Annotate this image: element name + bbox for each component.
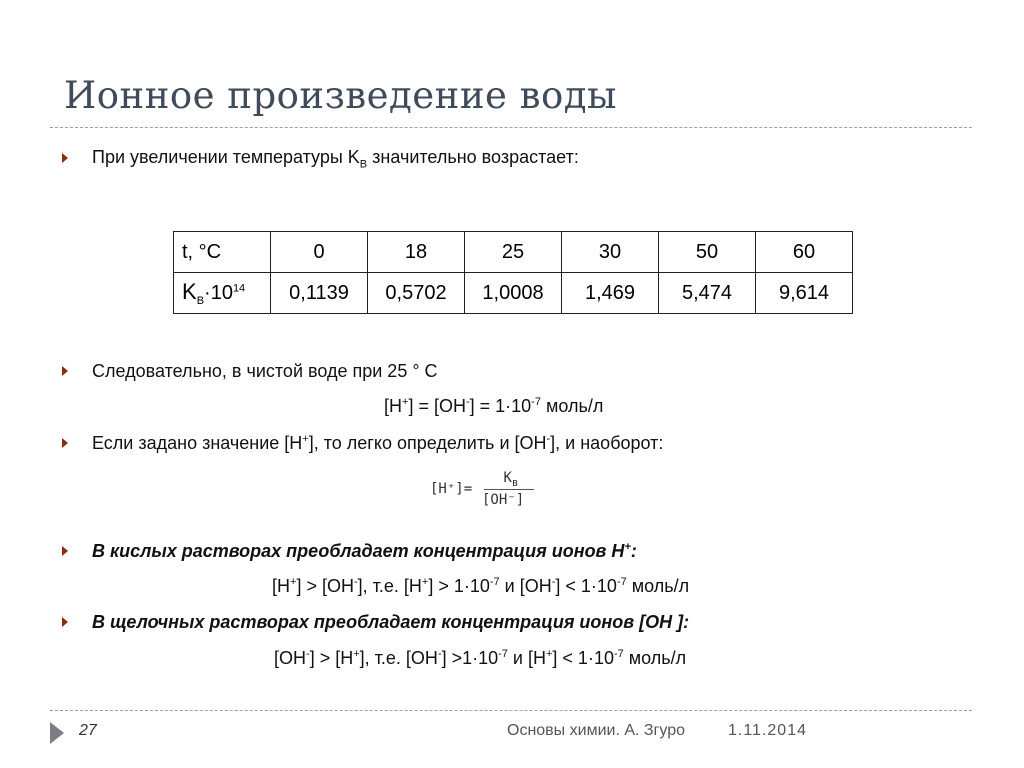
page-number: 27 — [79, 722, 97, 739]
fraction-bar — [484, 489, 534, 490]
equation-pure-water: $[H^+] = [OH^-] = 1\cdot 10^{-7}$ моль/л — [384, 396, 604, 416]
bullet-given-value: Если задано значение [H+], то легко определить и [OH-], и наоборот: — [92, 433, 664, 453]
table-cell: 9,614 — [756, 273, 853, 314]
bullet-alkaline: В щелочных растворах преобладает концентрация ионов [OH ]: — [92, 612, 690, 632]
footer-divider — [50, 710, 972, 711]
table-cell: 0,5702 — [368, 273, 465, 314]
bullet-icon — [62, 546, 68, 556]
table-cell: 18 — [368, 232, 465, 273]
bullet-icon — [62, 438, 68, 448]
bullet-icon — [62, 617, 68, 627]
table-cell: 50 — [659, 232, 756, 273]
table-row-temperature — [174, 232, 853, 273]
table-header-temperature: t, °C — [174, 232, 271, 273]
table-cell: 0 — [271, 232, 368, 273]
slide-title: Ионное произведение воды — [64, 74, 617, 117]
table-row-kw — [174, 273, 853, 314]
table-cell: 5,474 — [659, 273, 756, 314]
footer-course-title: Основы химии. А. Згуро — [507, 722, 686, 739]
play-arrow-icon — [50, 722, 64, 744]
table-cell: 0,1139 — [271, 273, 368, 314]
table-cell: 25 — [465, 232, 562, 273]
bullet-pure-water: Следовательно, в чистой воде при 25 ° С — [92, 361, 438, 381]
table-header-kw: $K_B\cdot 10^{14}$ — [174, 273, 271, 314]
footer-date: 1.11.2014 — [728, 722, 807, 739]
table-cell: 30 — [562, 232, 659, 273]
table-cell: 1,0008 — [465, 273, 562, 314]
title-divider — [50, 127, 972, 128]
equation-alkaline: [OH-] > [H+], т.е. $[OH^-] >1\cdot 10^{-7}$ и $[H^+] < 1\cdot 10^{-7}$ моль/л — [274, 648, 687, 668]
equation-acidic: [H+] > [OH-], т.е. $[H^+] > 1\cdot 10^{-7}$ и $[OH^-] < 1\cdot 10^{-7}$ моль/л — [272, 576, 690, 596]
bullet-acidic: В кислых растворах преобладает концентрация ионов H+: — [92, 541, 637, 561]
bullet-temperature: При увеличении температуры $K_В$ значительно возрастает: — [92, 147, 579, 171]
table-cell: 1,469 — [562, 273, 659, 314]
table-cell: 60 — [756, 232, 853, 273]
kw-table — [173, 231, 853, 314]
bullet-icon — [62, 366, 68, 376]
bullet-icon — [62, 153, 68, 163]
